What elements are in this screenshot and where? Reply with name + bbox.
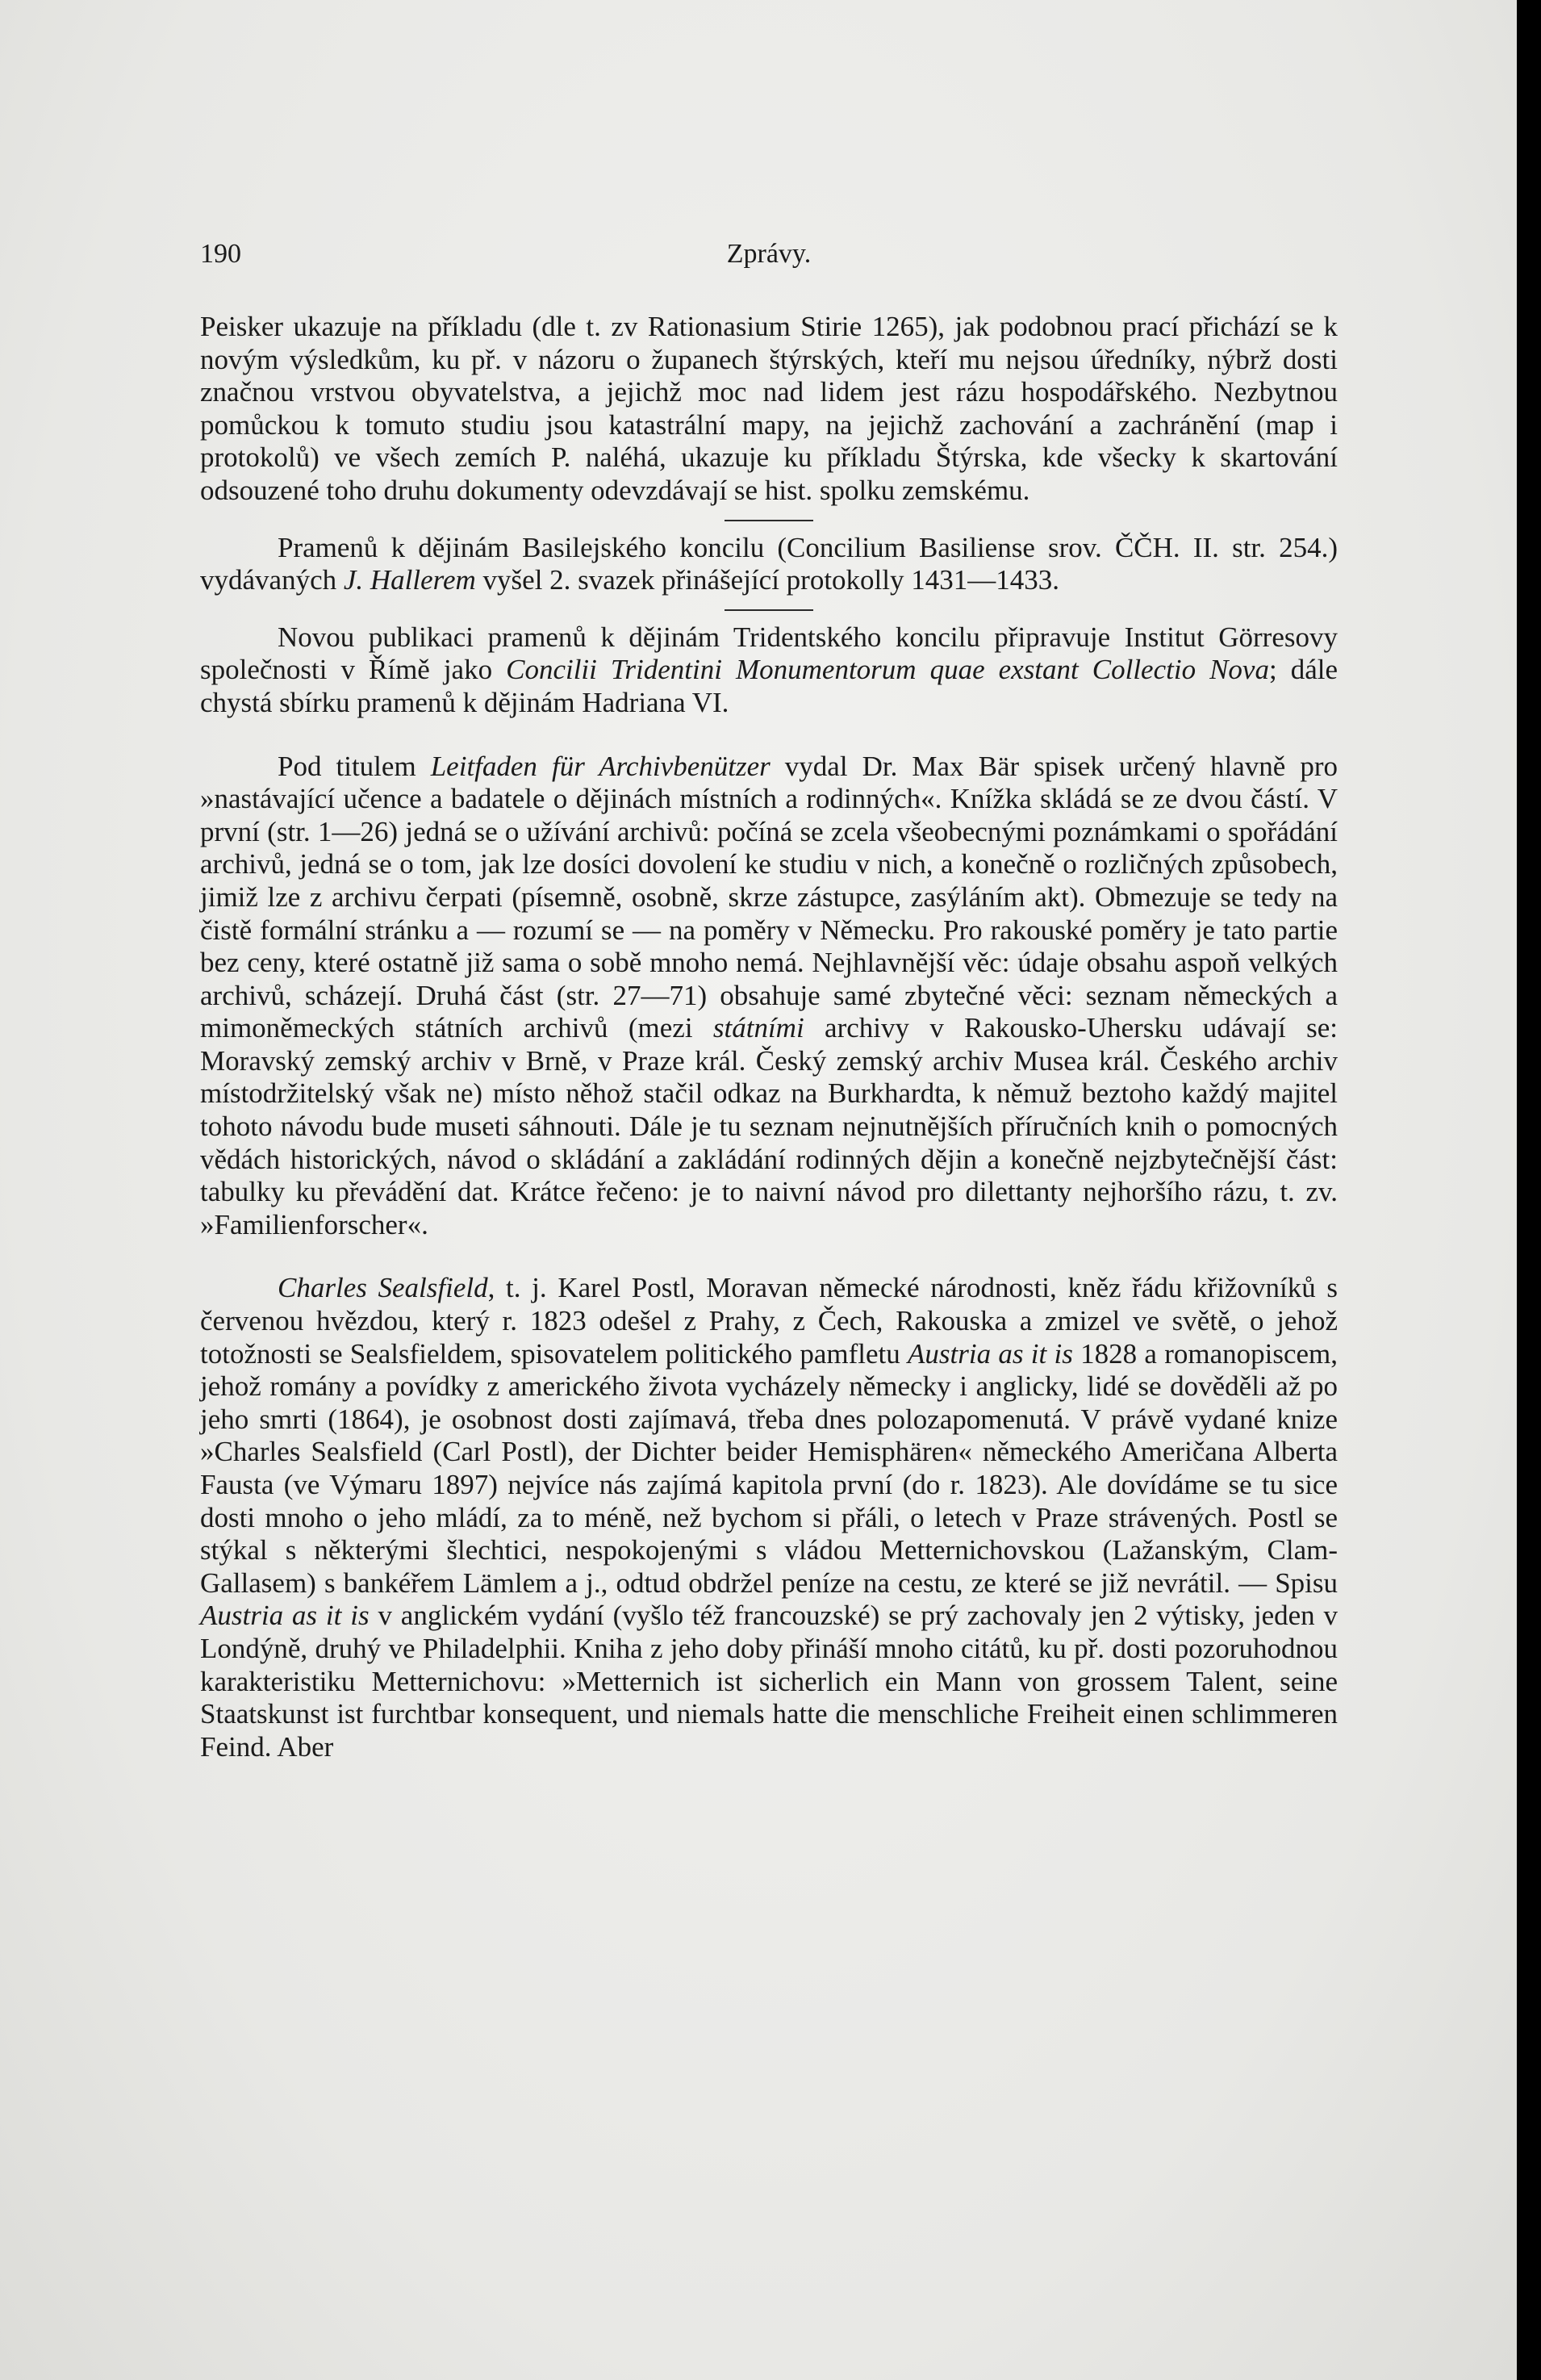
paragraph-text: Pod titulem bbox=[278, 750, 431, 782]
person-name: Charles Sealsfield bbox=[278, 1272, 488, 1304]
paragraph-sealsfield bbox=[200, 1272, 1338, 1763]
page-number: 190 bbox=[200, 239, 241, 269]
paragraph-text: Peisker ukazuje na příkladu (dle t. zv Rationasium Stirie 1265), jak podobnou prací přichází se k novým výsledkům, ku př. v názoru o županech štýrských, kteří mu nejsou úředníky, nýbrž dosti značnou vrstvou obyvatelstva, a jejichž moc nad lidem jest rázu hospodářského. Nezbytnou pomůckou k tomuto studiu jsou katastrální mapy, na jejichž zachování a zachránění (map i protokolů) ve všech zemích P. naléhá, ukazuje ku příkladu Štýrska, kde všecky k skartování odsouzené toho druhu dokumenty odevzdávají se hist. spolku zemskému. bbox=[200, 311, 1338, 506]
paragraph-text: Novou publikaci pramenů k dějinám Tridentského koncilu připravuje Institut Görresovy společnosti v Římě jako bbox=[200, 621, 1338, 686]
author-name: J. Hallerem bbox=[343, 564, 476, 596]
section-divider bbox=[725, 520, 813, 521]
running-title: Zprávy. bbox=[726, 239, 812, 269]
body-text bbox=[200, 311, 1338, 1763]
scan-edge bbox=[1517, 0, 1541, 2380]
paragraph-leitfaden bbox=[200, 751, 1338, 1242]
book-title: Austria as it is bbox=[908, 1337, 1073, 1370]
paragraph-text: , t. j. Karel Postl, Moravan německé národnosti, kněz řádu křižovníků s červenou hvězdou, který r. 1823 odešel z Prahy, z Čech, Rakouska a zmizel ve světě, o jehož totožnosti se Sealsfieldem, spisovatelem politického pamfletu bbox=[200, 1272, 1338, 1370]
paragraph-text: vydal Dr. Max Bär spisek určený hlavně pro »nastávající učence a badatele o dějinách místních a rodinných«. Knížka skládá se ze dvou částí. V první (str. 1—26) jedná se o užívání archivů: počíná se zcela všeobecnými poznámkami o spořádání archivů, jedná se o tom, jak lze dosíci dovolení ke studiu v nich, a konečně o rozličných způsobech, jimiž lze z archivu čerpati (písemně, osobně, skrze zástupce, zasýláním akt). Obmezuje se tedy na čistě formální stránku a — rozumí se — na poměry v Německu. Pro rakouské poměry je tato partie bez ceny, které ostatně již sama o sobě mnoho nemá. Nejhlavnější věc: údaje obsahu aspoň velkých archivů, scházejí. Druhá část (str. 27—71) obsahuje samé zbytečné věci: seznam německých a mimoněmeckých státních archivů (mezi bbox=[200, 750, 1338, 1044]
paragraph-text: v anglickém vydání (vyšlo též francouzské) se prý zachovaly jen 2 výtisky, jeden v Londýně, druhý ve Philadelphii. Kniha z jeho doby přináší mnoho citátů, ku př. dosti pozoruhodnou karakteristiku Metternichovu: »Metternich ist sicherlich ein Mann von grossem Talent, seine Staatskunst ist furchtbar konsequent, und niemals hatte die menschliche Freiheit einen schlimmeren Feind. Aber bbox=[200, 1600, 1338, 1763]
book-title: Austria as it is bbox=[200, 1600, 370, 1632]
paragraph-basel bbox=[200, 532, 1338, 597]
paragraph-trident bbox=[200, 621, 1338, 720]
paragraph-text: 1828 a romanopiscem, jehož romány a povídky z amerického života vycházely německy i anglicky, lidé se dověděli až po jeho smrti (1864), je osobnost dosti zajímavá, třeba dnes polozapomenutá. V právě vydané knize »Charles Sealsfield (Carl Postl), der Dichter beider Hemisphären« německého Američana Alberta Fausta (ve Výmaru 1897) nejvíce nás zajímá kapitola první (do r. 1823). Ale dovídáme se tu sice dosti mnoho o jeho mládí, za to méně, než bychom si přáli, o letech v Praze strávených. Postl se stýkal s některými šlechtici, nespokojenými s vládou Metternichovskou (Lažanským, Clam-Gallasem) s bankéřem Lämlem a j., odtud obdržel peníze na cestu, ze které se již nevrátil. — Spisu bbox=[200, 1337, 1338, 1599]
paragraph-peisker bbox=[200, 311, 1338, 508]
section-divider bbox=[725, 609, 813, 611]
paragraph-text: ; dále chystá sbírku pramenů k dějinám Hadriana VI. bbox=[200, 654, 1338, 718]
paragraph-text: archivy v Rakousko-Uhersku udávají se: Moravský zemský archiv v Brně, v Praze král. Český zemský archiv Musea král. Českého archiv místodržitelský však ne) místo něhož stačil odkaz na Burkhardta, k němuž beztoho každý majitel tohoto návodu bude museti sáhnouti. Dále je tu seznam nejnutnějších příručních knih o pomocných vědách historických, návod o skládání a zakládání rodinných dějin a konečně nejzbytečnější část: tabulky ku převádění dat. Krátce řečeno: je to naivní návod pro dilettanty nejhoršího rázu, t. zv. »Familienforscher«. bbox=[200, 1012, 1338, 1240]
emphasis: státními bbox=[712, 1012, 804, 1044]
paragraph-text: vyšel 2. svazek přinášející protokolly 1431—1433. bbox=[475, 564, 1060, 596]
paragraph-text: Pramenů k dějinám Basilejského koncilu (Concilium Basiliense srov. ČČH. II. str. 254.) vydávaných bbox=[200, 531, 1338, 596]
page-header bbox=[200, 239, 1338, 279]
book-title: Concilii Tridentini Monumentorum quae exstant Collectio Nova bbox=[506, 654, 1269, 686]
book-title: Leitfaden für Archivbenützer bbox=[430, 750, 770, 782]
